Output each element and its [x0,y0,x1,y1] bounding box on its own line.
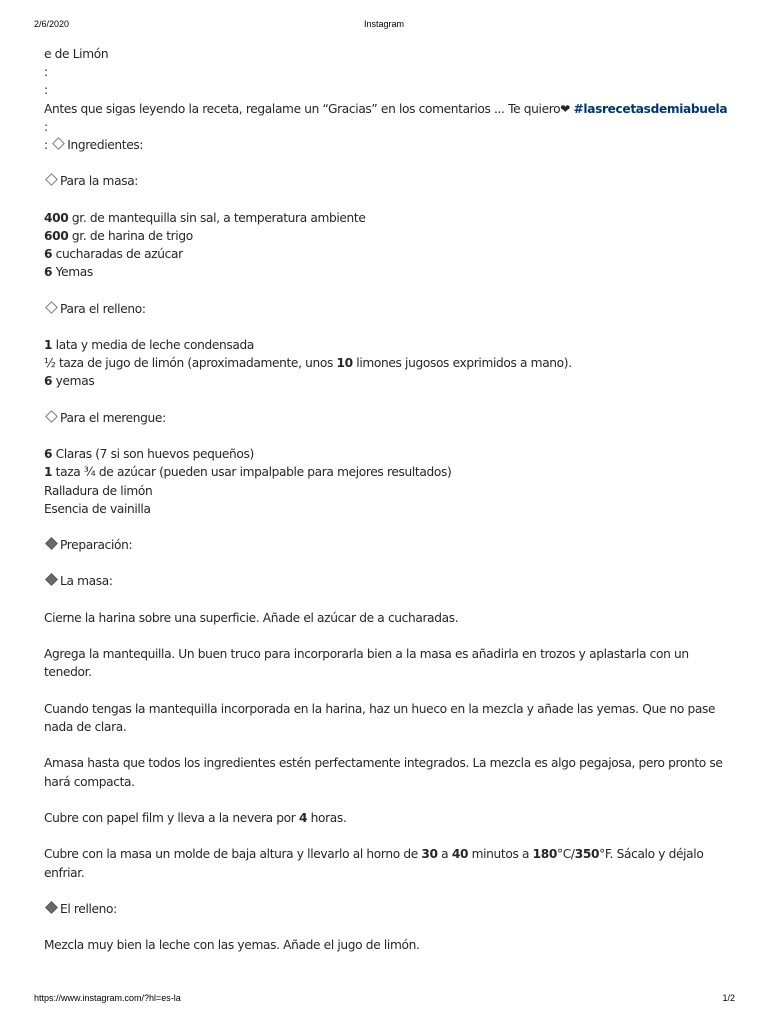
ingredients-heading [44,136,734,154]
colon-line: : [44,83,48,98]
ingredient-item [44,463,734,481]
ingredient-text: Yemas [52,265,93,280]
ingredient-item [44,372,734,390]
ingredient-quantity: 10 [336,356,353,371]
print-header [0,19,768,31]
thanks-text: Antes que sigas leyendo la receta, regalame un “Gracias” en los comentarios ... Te quiero [44,101,561,116]
diamond-filled-icon [45,537,58,550]
ingredient-item [44,245,734,263]
ingredient-text: cucharadas de azúcar [52,247,183,262]
ingredient-quantity: 6 [44,447,53,462]
ingredient-text: gr. de harina de trigo [68,228,193,243]
step-text: horas. [307,810,347,825]
diamond-filled-icon [45,574,58,587]
hashtag-link[interactable]: #lasrecetasdemiabuela [573,101,728,116]
colon-line: : [44,119,48,134]
step-paragraph [44,809,734,827]
ingredient-item [44,354,734,372]
step-quantity: 180 [532,847,558,862]
ingredient-text: ½ taza de jugo de limón (aproximadamente, unos [44,356,337,371]
diamond-outline-icon [45,173,58,186]
step-text: °F. Sácalo y déjalo enfriar. [44,847,704,880]
step-text: Cubre con papel film y lleva a la nevera por [44,810,299,825]
print-url: https://www.instagram.com/?hl=es-la [34,993,181,1003]
diamond-outline-icon [45,301,58,314]
ingredient-text: lata y media de leche condensada [52,338,255,352]
step-paragraph [44,845,734,881]
ingredient-item [44,263,734,281]
ingredient-item [44,445,734,463]
masa-heading-text: Para la masa: [60,174,139,189]
relleno-step-heading [44,900,734,918]
ingredient-quantity: 6 [44,265,53,280]
recipe-title-fragment: e de Limón [44,47,109,61]
ingredient-quantity: 1 [44,338,53,352]
masa-step-heading-text: La masa: [60,574,113,589]
page-number: 1/2 [722,993,735,1003]
masa-step-heading [44,572,734,590]
ingredient-text: limones jugosos exprimidos a mano). [352,356,572,371]
ingredient-text: yemas [52,374,95,389]
step-text: minutos a [468,847,533,862]
merengue-heading [44,409,734,427]
step-paragraph: Mezcla muy bien la leche con las yemas. Añade el jugo de limón. [44,938,420,953]
step-paragraph: Cuando tengas la mantequilla incorporada en la harina, haz un hueco en la mezcla y añade las yemas. Que no pase nada de clara. [44,701,716,734]
step-text: a [437,847,452,862]
relleno-step-heading-text: El relleno: [60,901,117,916]
ingredient-item: Ralladura de limón [44,483,153,498]
masa-heading [44,172,734,190]
print-title: Instagram [363,19,405,29]
print-footer [0,993,768,1005]
preparacion-heading-text: Preparación: [60,538,133,553]
step-quantity: 350 [574,847,600,862]
ingredients-heading-text: Ingredientes: [67,137,144,152]
merengue-heading-text: Para el merengue: [60,410,166,425]
diamond-outline-icon [45,410,58,423]
diamond-outline-icon [52,137,65,150]
post-caption [44,45,734,955]
step-quantity: 30 [421,847,438,862]
ingredient-item: Esencia de vainilla [44,501,151,516]
step-paragraph: Cierne la harina sobre una superficie. Añade el azúcar de a cucharadas. [44,610,459,625]
ingredient-quantity: 6 [44,374,53,389]
ingredient-item [44,336,734,354]
heart-icon: ❤ [560,101,570,116]
ingredient-item [44,209,734,227]
relleno-heading [44,300,734,318]
step-paragraph: Agrega la mantequilla. Un buen truco para incorporarla bien a la masa es añadirla en trozos y aplastarla con un tenedor. [44,647,689,680]
diamond-filled-icon [45,901,58,914]
ingredient-text: gr. de mantequilla sin sal, a temperatura ambiente [68,210,366,225]
preparacion-heading [44,536,734,554]
ingredient-quantity: 400 [44,210,69,225]
step-paragraph: Amasa hasta que todos los ingredientes estén perfectamente integrados. La mezcla es algo pegajosa, pero pronto se hará compacta. [44,756,723,789]
step-quantity: 40 [451,847,469,862]
step-text: °C/ [557,847,575,862]
thanks-request [44,100,734,118]
ingredient-item [44,227,734,245]
step-quantity: 4 [298,810,308,825]
ingredient-quantity: 6 [44,247,53,262]
ingredient-quantity: 1 [44,465,53,480]
ingredient-quantity: 600 [44,228,69,243]
relleno-heading-text: Para el relleno: [60,301,146,316]
colon-line: : [44,65,48,80]
ingredient-text: taza ¾ de azúcar (pueden usar impalpable para mejores resultados) [52,465,452,480]
ingredient-text: Claras (7 si son huevos pequeños) [52,447,254,462]
print-date: 2/6/2020 [34,19,70,29]
colon-prefix: : [44,137,52,152]
step-text: Cubre con la masa un molde de baja altura y llevarlo al horno de [44,847,422,862]
